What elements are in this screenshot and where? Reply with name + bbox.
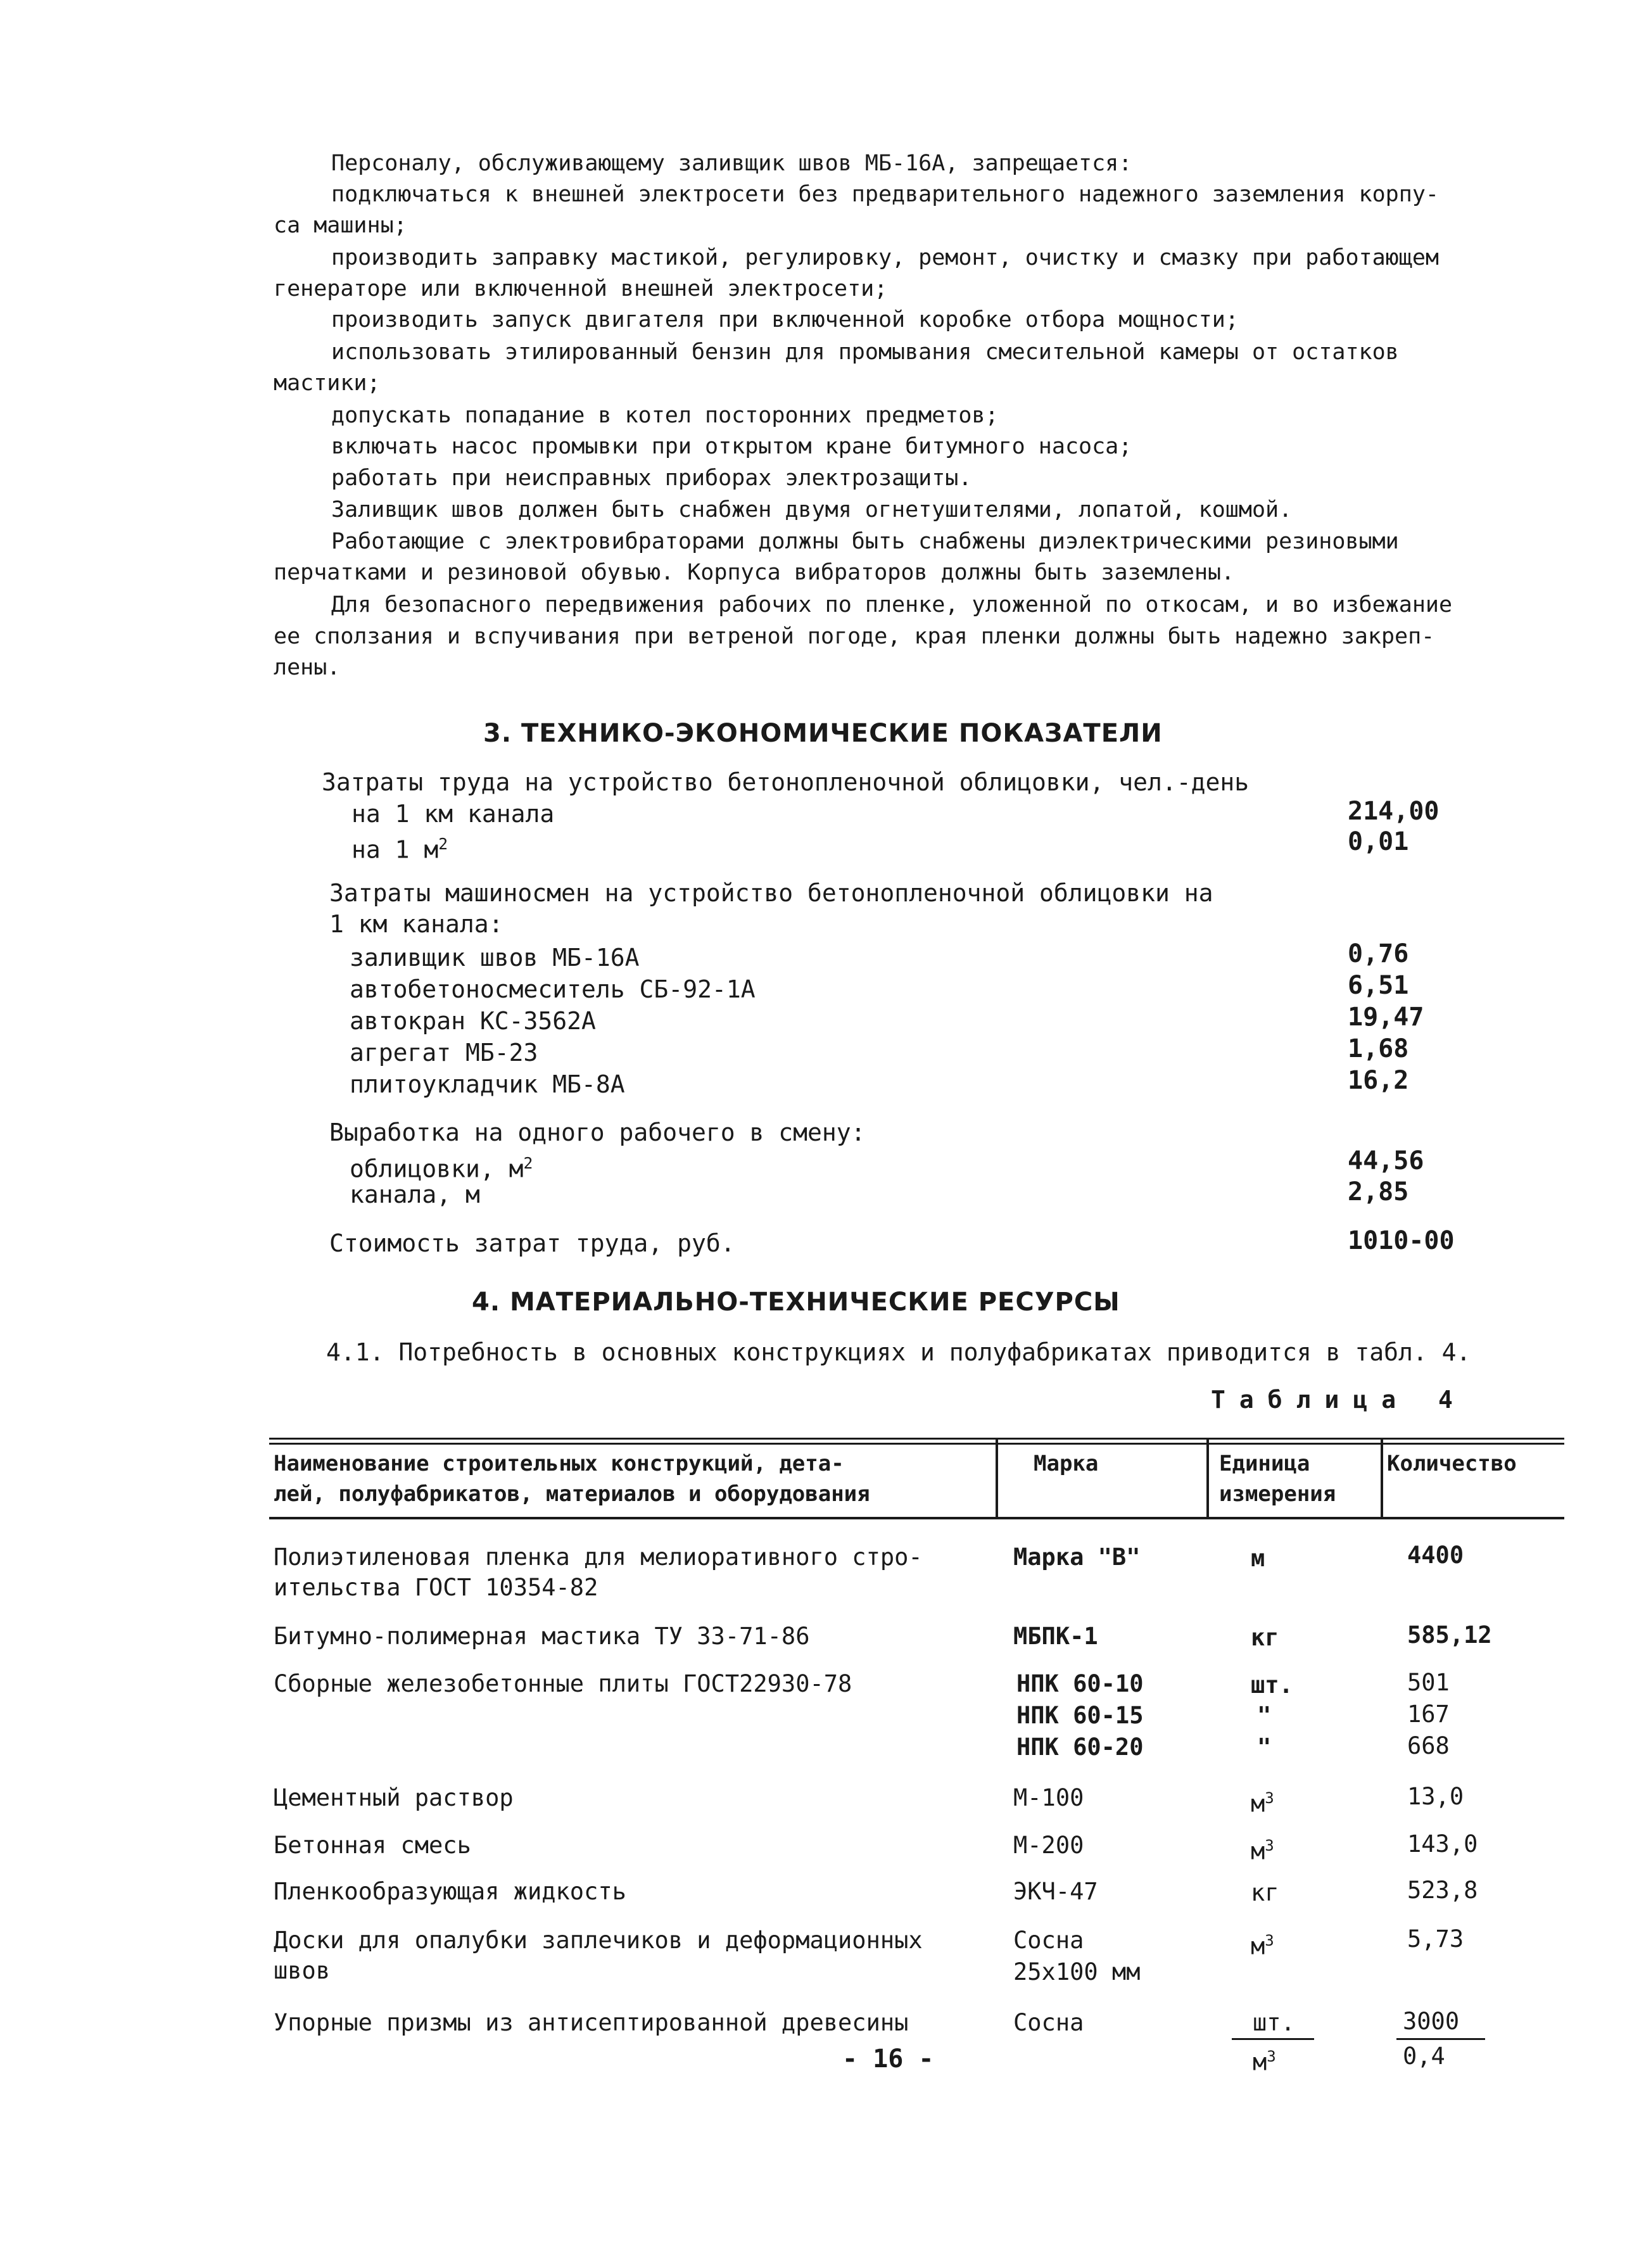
cost-value: 1010-00 (1348, 1226, 1455, 1255)
table-top-rule (269, 1443, 1564, 1445)
row-qty: 143,0 (1407, 1830, 1478, 1858)
output-lining-value: 44,56 (1348, 1146, 1424, 1175)
row-mark: НПК 60-20 (1016, 1733, 1144, 1761)
row-unit-2: $м^3$ (1253, 2048, 1276, 2076)
row-qty: 3000 (1403, 2008, 1460, 2035)
machine-label: агрегат МБ-23 (350, 1039, 538, 1067)
machine-label: автобетоносмеситель СБ-92-1А (350, 975, 756, 1003)
machine-label: плитоукладчик МБ-8А (350, 1070, 625, 1098)
paragraph-line: подключаться к внешней электросети без предварительного надежного заземления корпу- (331, 182, 1439, 207)
row-unit: $м^3$ (1251, 1932, 1274, 1960)
machine-heading-cont: 1 км канала: (329, 910, 503, 938)
row-qty: 167 (1407, 1701, 1450, 1728)
page-number: - 16 - (842, 2044, 934, 2074)
machine-label: автокран КС-3562А (350, 1007, 596, 1035)
labor-m2-label: на 1 $м^2$ (351, 835, 448, 864)
paragraph-line: работать при неисправных приборах электрозащиты. (331, 466, 972, 491)
row-mark-cont: 25x100 мм (1013, 1958, 1141, 1986)
paragraph-line: производить заправку мастикой, регулировку, ремонт, очистку и смазку при работающем (331, 245, 1439, 270)
labor-m2-value: 0,01 (1348, 827, 1409, 856)
fraction-rule (1232, 2038, 1314, 2040)
paragraph-line: са машины; (274, 213, 407, 238)
header-name-cont: лей, полуфабрикатов, материалов и оборудования (274, 1481, 870, 1507)
row-mark: МБПК-1 (1013, 1623, 1098, 1650)
machine-heading: Затраты машиносмен на устройство бетонопленочной облицовки на (329, 879, 1213, 907)
row-name: Цементный раствор (274, 1784, 514, 1811)
machine-value: 19,47 (1348, 1003, 1424, 1032)
row-qty-2: 0,4 (1403, 2043, 1445, 2070)
row-unit: $м^3$ (1251, 1837, 1274, 1865)
paragraph-line: использовать этилированный бензин для промывания смесительной камеры от остатков (331, 339, 1399, 365)
row-mark: Марка "В" (1013, 1543, 1141, 1571)
row-qty: 13,0 (1407, 1783, 1464, 1810)
row-name: Битумно-полимерная мастика ТУ 33-71-86 (274, 1623, 810, 1650)
paragraph-line: перчатками и резиновой обувью. Корпуса вибраторов должны быть заземлены. (274, 560, 1235, 585)
header-mark: Марка (1034, 1451, 1099, 1476)
cost-label: Стоимость затрат труда, руб. (329, 1229, 735, 1257)
paragraph-line: Персоналу, обслуживающему заливщик швов МБ-16А, запрещается: (331, 151, 1132, 176)
column-divider (996, 1438, 998, 1519)
labor-heading: Затраты труда на устройство бетонопленочной облицовки, чел.-день (322, 768, 1250, 796)
row-mark: М-100 (1013, 1784, 1084, 1811)
column-divider (1206, 1438, 1209, 1519)
paragraph-line: генераторе или включенной внешней электросети; (274, 276, 888, 301)
header-unit: Единица (1219, 1451, 1310, 1476)
paragraph-line: мастики; (274, 371, 381, 396)
column-divider (1381, 1438, 1383, 1519)
labor-km-value: 214,00 (1348, 797, 1440, 826)
machine-value: 16,2 (1348, 1066, 1409, 1095)
machine-value: 1,68 (1348, 1034, 1409, 1063)
output-canal-value: 2,85 (1348, 1177, 1409, 1207)
row-qty: 668 (1407, 1732, 1450, 1759)
row-unit: кг (1251, 1879, 1279, 1906)
header-name: Наименование строительных конструкций, дета- (274, 1451, 844, 1476)
table-top-rule (269, 1438, 1564, 1440)
paragraph-line: Работающие с электровибраторами должны быть снабжены диэлектрическими резиновыми (331, 529, 1399, 554)
section-3-title: 3. ТЕХНИКО-ЭКОНОМИЧЕСКИЕ ПОКАЗАТЕЛИ (483, 719, 1163, 748)
row-name: Доски для опалубки заплечиков и деформационных (274, 1927, 923, 1954)
row-qty: 585,12 (1407, 1621, 1492, 1649)
header-unit-cont: измерения (1219, 1481, 1336, 1507)
row-mark: Сосна (1013, 1927, 1084, 1954)
machine-value: 0,76 (1348, 939, 1409, 968)
row-unit: шт. (1251, 1671, 1293, 1699)
row-name-cont: ительства ГОСТ 10354-82 (274, 1574, 598, 1601)
paragraph-line: производить запуск двигателя при включенной коробке отбора мощности; (331, 307, 1239, 333)
row-name: Бетонная смесь (274, 1832, 471, 1859)
row-name: Сборные железобетонные плиты ГОСТ22930-78 (274, 1670, 852, 1697)
row-unit: $м^3$ (1251, 1789, 1274, 1818)
output-heading: Выработка на одного рабочего в смену: (329, 1118, 866, 1146)
output-canal-label: канала, м (350, 1181, 480, 1208)
paragraph-line: лены. (274, 655, 341, 680)
row-qty: 5,73 (1407, 1925, 1464, 1953)
row-qty: 523,8 (1407, 1877, 1478, 1904)
machine-label: заливщик швов МБ-16А (350, 944, 640, 972)
row-name: Пленкообразующая жидкость (274, 1878, 626, 1905)
row-unit: кг (1251, 1624, 1279, 1651)
section-4-title: 4. МАТЕРИАЛЬНО-ТЕХНИЧЕСКИЕ РЕСУРСЫ (472, 1288, 1120, 1317)
row-name-cont: швов (274, 1957, 331, 1984)
row-unit: м (1251, 1545, 1265, 1572)
row-unit-ditto: " (1257, 1733, 1272, 1761)
row-qty: 501 (1407, 1669, 1450, 1696)
row-name: Упорные призмы из антисептированной древесины (274, 2009, 909, 2036)
table-caption: Таблица 4 (1211, 1386, 1467, 1414)
row-name: Полиэтиленовая пленка для мелиоративного стро- (274, 1543, 923, 1571)
paragraph-line: допускать попадание в котел посторонних предметов; (331, 403, 999, 428)
section-4-intro: 4.1. Потребность в основных конструкциях и полуфабрикатах приводится в табл. 4. (326, 1338, 1471, 1366)
row-qty: 4400 (1407, 1542, 1464, 1569)
paragraph-line: Заливщик швов должен быть снабжен двумя огнетушителями, лопатой, кошмой. (331, 497, 1293, 523)
paragraph-line: включать насос промывки при открытом кране битумного насоса; (331, 434, 1132, 459)
output-lining-label: облицовки, $м^2$ (350, 1154, 533, 1183)
row-mark: НПК 60-15 (1016, 1702, 1144, 1729)
row-unit: шт. (1253, 2009, 1295, 2036)
row-mark: ЭКЧ-47 (1013, 1878, 1098, 1905)
fraction-rule (1396, 2038, 1485, 2040)
table-header-rule (269, 1517, 1564, 1519)
header-qty: Количество (1387, 1451, 1517, 1476)
row-unit-ditto: " (1257, 1702, 1272, 1729)
labor-km-label: на 1 км канала (351, 800, 555, 828)
row-mark: Сосна (1013, 2009, 1084, 2036)
machine-value: 6,51 (1348, 971, 1409, 1000)
paragraph-line: Для безопасного передвижения рабочих по пленке, уложенной по откосам, и во избежание (331, 592, 1453, 618)
paragraph-line: ее сползания и вспучивания при ветреной погоде, края пленки должны быть надежно закреп- (274, 624, 1435, 649)
row-mark: НПК 60-10 (1016, 1670, 1144, 1697)
row-mark: М-200 (1013, 1832, 1084, 1859)
